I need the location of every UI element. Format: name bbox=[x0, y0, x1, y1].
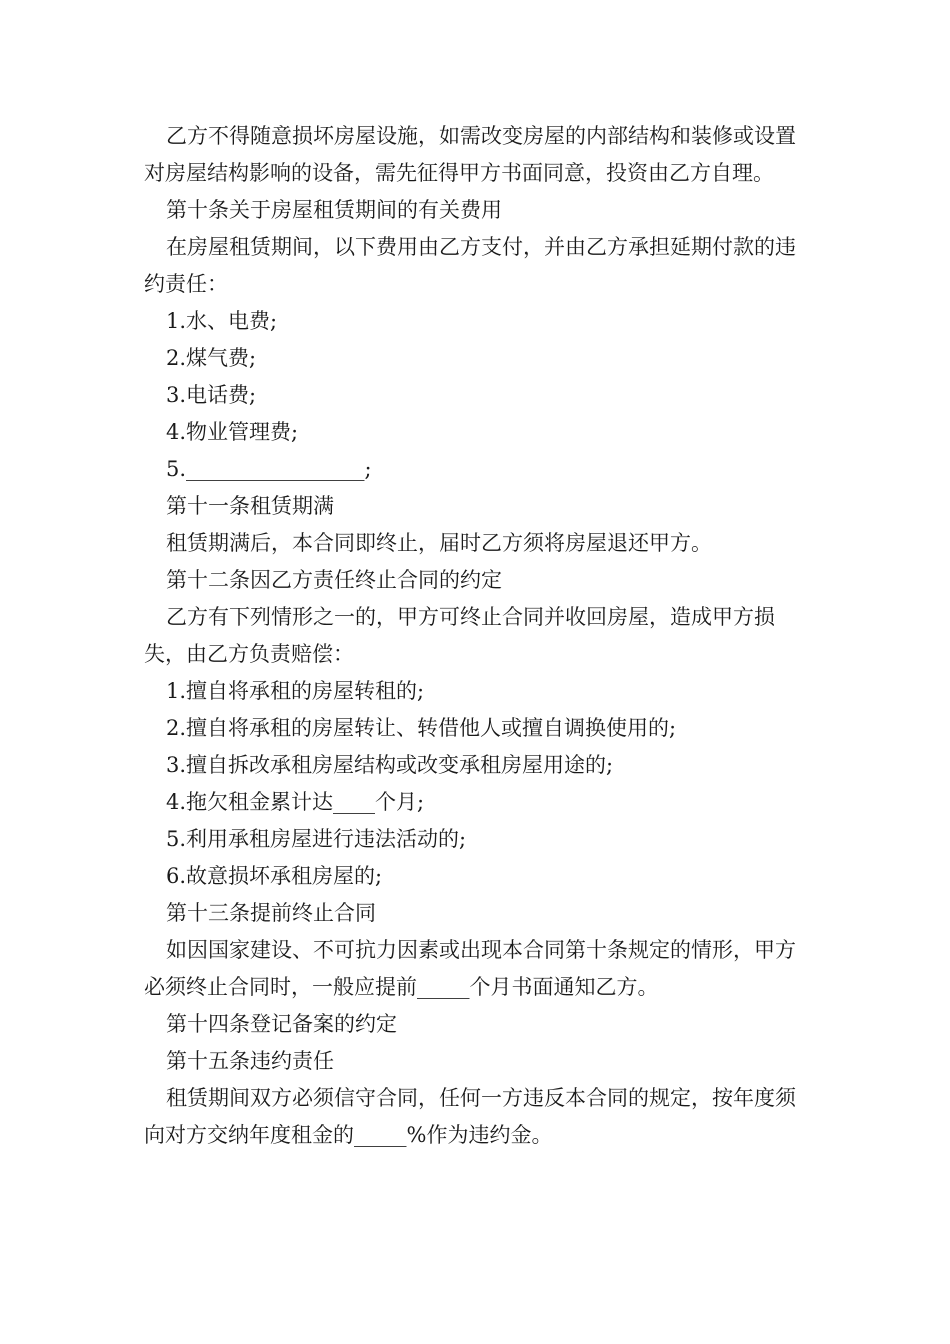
list-item-termination-6: 6.故意损坏承租房屋的; bbox=[166, 864, 383, 888]
list-item-termination-1: 1.擅自将承租的房屋转租的; bbox=[166, 679, 425, 703]
list-item-termination-3: 3.擅自拆改承租房屋结构或改变承租房屋用途的; bbox=[166, 753, 614, 777]
paragraph-facility-clause: 乙方不得随意损坏房屋设施，如需改变房屋的内部结构和装修或设置对房屋结构影响的设备，需先征得甲方书面同意，投资由乙方自理。 bbox=[144, 124, 796, 185]
paragraph-lease-expiry: 租赁期满后，本合同即终止，届时乙方须将房屋退还甲方。 bbox=[166, 531, 712, 555]
paragraph-early-termination: 如因国家建设、不可抗力因素或出现本合同第十条规定的情形，甲方必须终止合同时，一般应提前_____个月书面通知乙方。 bbox=[144, 938, 796, 999]
paragraph-termination-intro: 乙方有下列情形之一的，甲方可终止合同并收回房屋，造成甲方损失，由乙方负责赔偿： bbox=[144, 605, 775, 666]
heading-article-13: 第十三条提前终止合同 bbox=[166, 901, 376, 925]
list-item-fee-5: 5._________________; bbox=[166, 457, 372, 481]
list-item-fee-4: 4.物业管理费; bbox=[166, 420, 299, 444]
heading-article-11: 第十一条租赁期满 bbox=[166, 494, 334, 518]
list-item-fee-3: 3.电话费; bbox=[166, 383, 257, 407]
paragraph-fees-intro: 在房屋租赁期间，以下费用由乙方支付，并由乙方承担延期付款的违约责任： bbox=[144, 235, 796, 296]
paragraph-breach-liability: 租赁期间双方必须信守合同，任何一方违反本合同的规定，按年度须向对方交纳年度租金的_____%作为违约金。 bbox=[144, 1086, 796, 1147]
heading-article-14: 第十四条登记备案的约定 bbox=[166, 1012, 397, 1036]
document-body bbox=[144, 118, 808, 1154]
heading-article-12: 第十二条因乙方责任终止合同的约定 bbox=[166, 568, 502, 592]
list-item-termination-5: 5.利用承租房屋进行违法活动的; bbox=[166, 827, 467, 851]
list-item-termination-4: 4.拖欠租金累计达____个月; bbox=[166, 790, 425, 814]
heading-article-10: 第十条关于房屋租赁期间的有关费用 bbox=[166, 198, 502, 222]
list-item-fee-1: 1.水、电费; bbox=[166, 309, 278, 333]
list-item-termination-2: 2.擅自将承租的房屋转让、转借他人或擅自调换使用的; bbox=[166, 716, 677, 740]
heading-article-15: 第十五条违约责任 bbox=[166, 1049, 334, 1073]
list-item-fee-2: 2.煤气费; bbox=[166, 346, 257, 370]
